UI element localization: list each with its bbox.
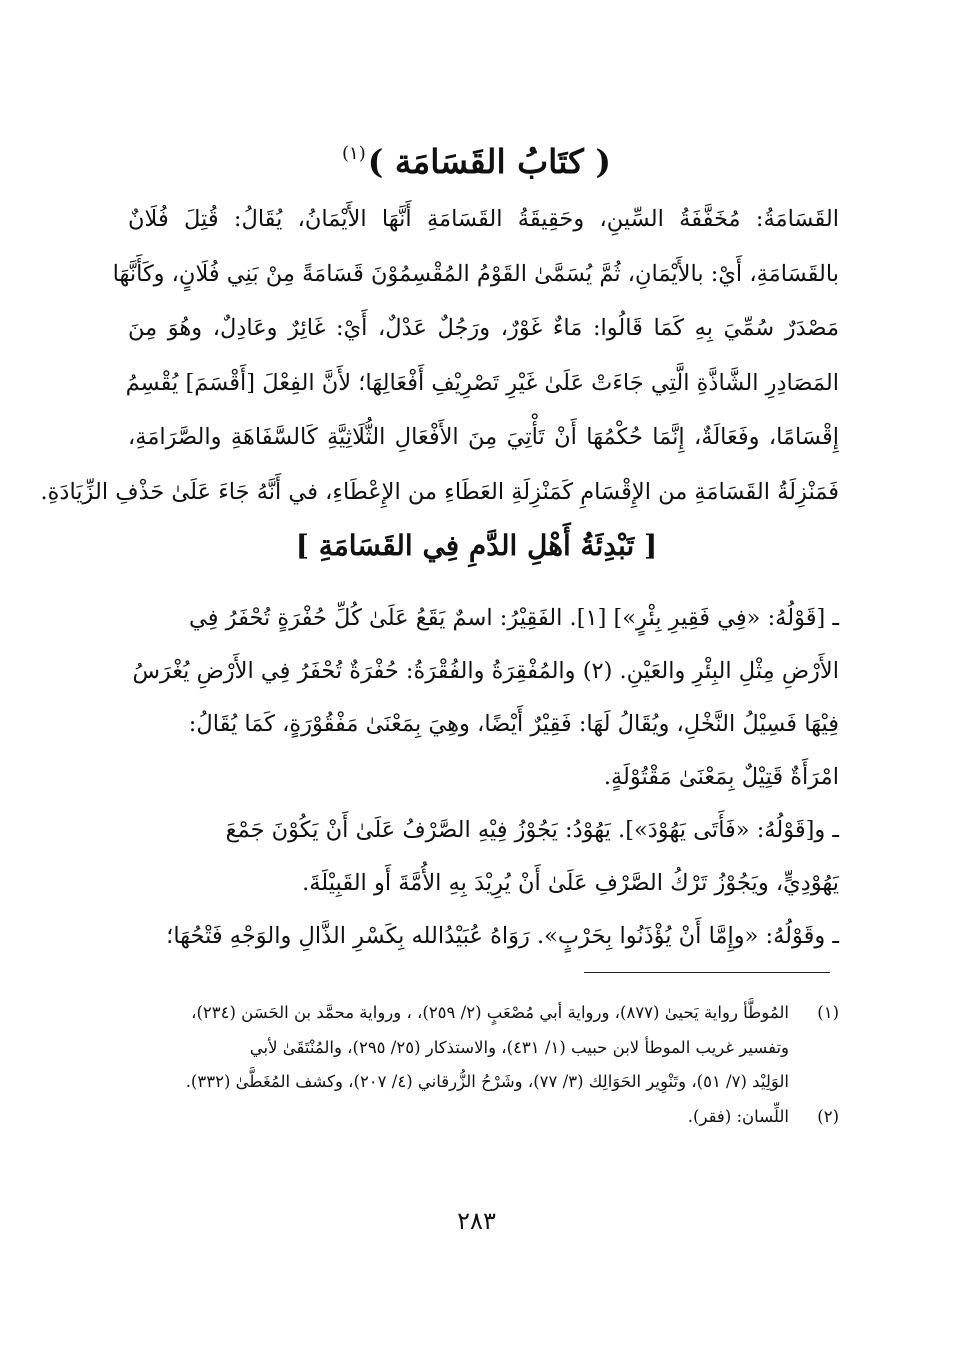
footnote-number: (١) (817, 1003, 839, 1022)
entry-line: ـ وقَوْلُهُ: «وإِمَّا أَنْ يُؤْذَنُوا بِحَرْبٍ». رَوَاهُ عُبَيْدُالله بِكَسْرِ الذَّالِ والوَجْهِ فَتْحُهَا؛ (166, 923, 839, 949)
page-number: ٢٨٣ (457, 1207, 496, 1235)
footnotes (128, 996, 839, 1134)
footnote-1-line (128, 996, 839, 1031)
intro-line: فَمَنْزِلَةُ القَسَامَةِ من الإِقْسَامِ كَمَنْزِلَةِ العَطَاءِ من الإِعْطَاءِ، في أَنَّهُ جَاءَ عَلَىٰ حَذْفِ الزِّيَادَةِ. (40, 478, 839, 505)
chapter-title-text: ( كتَابُ القَسَامَة ) (367, 142, 611, 181)
intro-line: إِقْسَامًا، وفَعَالَةٌ، إِنَّمَا حُكْمُهَا أَنْ تَأْتِيَ مِنَ الأَفْعَالِ الثُّلَاثِيَّةِ كَالسَّفَاهَةِ والصَّرَامَةِ، (128, 424, 839, 450)
chapter-title (0, 124, 953, 192)
footnote-text: المُوطَّأ رواية يَحيىٰ (٨٧٧)، ورواية أبي مُصْعَبٍ (٢/ ٢٥٩)، ، ورواية محمَّد بن الحَسَن (٢٣٤)، (191, 1003, 789, 1022)
intro-line: المَصَادِرِ الشَّاذَّةِ الَّتِي جَاءَتْ عَلَىٰ غَيْرِ تَصْرِيْفِ أَفْعَالِهَا؛ لأَنَّ الفِعْلَ [أَقْسَمَ] يُقْسِمُ (125, 369, 839, 396)
footnote-text: الوَلِيْد (٧/ ٥١)، وتَنْوِير الحَوَالِك (٣/ ٧٧)، وشَرْحُ الزُّرقاني (٤/ ٢٠٧)، وكشف المُغَطَّىٰ (٣٣٢). (185, 1072, 789, 1091)
entry-line: امْرَأَةٌ قَتِيْلٌ بِمَعْنَىٰ مَقْتُوْلَةٍ. (603, 764, 839, 790)
commentary-entries (128, 592, 839, 963)
entry-line: الأَرْضِ مِثْلِ البِئْرِ والعَيْنِ. (٢) والمُفْقِرَةُ والفُقْرَةُ: حُفْرَةٌ تُحْفَرُ فِي الأَرْضِ يُغْرَسُ (132, 658, 839, 684)
intro-paragraph (40, 192, 839, 519)
entry-line: يَهُوْدِيٍّ، ويَجُوْزُ تَرْكُ الصَّرْفِ عَلَىٰ أَنْ يُرِيْدَ بِهِ الأُمَّةَ أَو القَبِيْلَةَ. (302, 870, 839, 896)
entry-yudhanu-biharb (128, 910, 839, 963)
entry-line: فِيْهَا فَسِيْلُ النَّخْلِ، ويُقَالُ لَهَا: فَقِيْرٌ أَيْضًا، وهِيَ بِمَعْنَىٰ مَفْقُوْرَةٍ، كَمَا يُقَالُ: (188, 711, 839, 737)
footnote-1-line (128, 1031, 839, 1066)
intro-line: مَصْدَرٌ سُمِّيَ بِهِ كَمَا قَالُوا: مَاءٌ غَوْرٌ، ورَجُلٌ عَدْلٌ، أَيْ: غَائِرٌ وعَادِلٌ، وهُوَ مِنَ (128, 315, 839, 341)
entry-yahud (128, 804, 839, 910)
footnote-separator (584, 972, 830, 973)
footnote-ref-1: (١) (342, 143, 366, 164)
footnote-text: وتفسير غريب الموطأ لابن حبيب (١/ ٤٣١)، والاستذكار (٢٥/ ٢٩٥)، والمُنْتَقَىٰ لأبي (249, 1037, 789, 1057)
entry-line: ـ و[قَوْلُهُ: «فَأَتَى يَهُوْدَ»]. يَهُوْدُ: يَجُوْزُ فِيْهِ الصَّرْفُ عَلَىٰ أَنْ يَكُوْنَ جَمْعَ (225, 817, 839, 843)
footnote-number: (٢) (817, 1106, 839, 1126)
entry-faqir-bir (128, 592, 839, 804)
section-heading: [ تَبْدِئَةُ أَهْلِ الدَّمِ فِي القَسَامَةِ ] (295, 529, 658, 562)
footnote-2-line (128, 1100, 839, 1135)
footnote-text: اللِّسان: (فقر). (687, 1106, 789, 1126)
entry-line: ـ [قَوْلُهُ: «فِي فَقِيرِ بِئْرٍ»] [١]. الفَقِيْرُ: اسمٌ يَقَعُ عَلَىٰ كُلِّ حُفْرَةٍ تُحْفَرُ فِي (189, 605, 839, 631)
footnote-1-line (128, 1065, 839, 1100)
intro-line: بالقَسَامَةِ، أَيْ: بالأَيْمَانِ، ثُمَّ يُسَمَّىٰ القَوْمُ المُقْسِمُوْنَ قَسَامَةً مِنْ بَنِي فُلَانٍ، وكَأَنَّهَا (112, 260, 839, 287)
intro-line: القَسَامَةُ: مُخَفَّفَةُ السِّينِ، وحَقِيقَةُ القَسَامَةِ أَنَّهَا الأَيْمَانُ، يُقَالُ: قُتِلَ فُلَانٌ (128, 206, 839, 232)
